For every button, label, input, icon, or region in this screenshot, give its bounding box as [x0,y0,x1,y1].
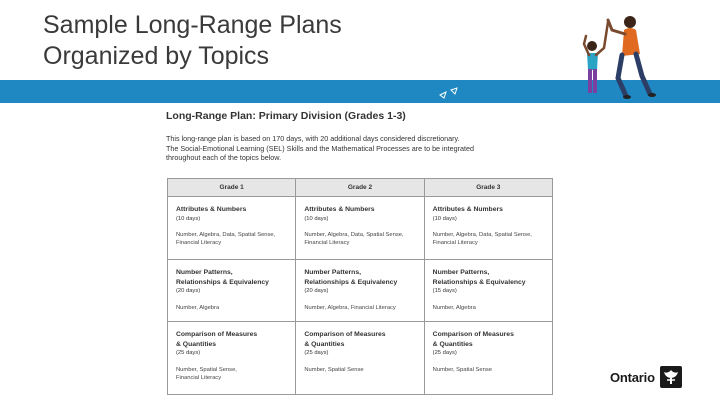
topic-name: Number Patterns, [432,269,490,276]
intro-line: This long-range plan is based on 170 days, with 20 additional days considered discretionary. [166,134,460,143]
topic-cell [168,197,296,260]
long-range-plan-table [167,178,553,395]
topic-name: Relationships & Equivalency [432,278,526,286]
table-row [168,197,553,260]
column-header-grade-2: Grade 2 [296,179,424,197]
topic-strands: Financial Literacy [432,240,478,247]
topic-strands: Number, Spatial Sense [432,366,492,373]
topic-cell [424,260,552,322]
brand-wordmark: Ontario [610,369,655,385]
document-page [166,110,556,163]
table-row [168,322,553,395]
topic-name: Attributes & Numbers [176,206,247,213]
ontario-trillium-logo [660,366,682,388]
topic-strands: Number, Algebra, Financial Literacy [304,304,396,311]
slide-title-line-1: Sample Long-Range Plans [43,11,342,39]
topic-cell [296,322,424,395]
ontario-brand [610,366,682,388]
topic-name: Relationships & Equivalency [304,278,398,286]
topic-strands: Financial Literacy [304,240,350,247]
topic-days: (20 days) [176,288,201,295]
topic-strands: Number, Algebra [432,304,476,311]
column-header-grade-3: Grade 3 [424,179,552,197]
topic-name: Comparison of Measures [304,331,386,338]
topic-days: (15 days) [432,288,457,295]
table-body [168,197,553,395]
topic-name: Relationships & Equivalency [176,278,269,286]
topic-days: (20 days) [304,288,329,295]
topic-strands: Number, Algebra, Data, Spatial Sense, [176,232,276,239]
slide-title-line-2: Organized by Topics [43,42,270,70]
high-five-illustration [570,8,660,100]
topic-days: (25 days) [432,350,457,357]
topic-strands: Number, Algebra [176,304,220,311]
topic-strands: Number, Spatial Sense [304,366,364,373]
topic-strands: Financial Literacy [176,374,222,381]
slide-title [43,10,342,72]
topic-days: (10 days) [304,215,329,222]
topic-days: (10 days) [176,215,201,222]
topic-strands: Number, Algebra, Data, Spatial Sense, [304,232,404,239]
topic-cell [168,322,296,395]
topic-days: (25 days) [304,350,329,357]
topic-cell [168,260,296,322]
topic-name: Comparison of Measures [176,331,258,338]
topic-strands: Number, Algebra, Data, Spatial Sense, [432,232,532,239]
topic-cell [424,197,552,260]
topic-name: & Quantities [304,340,345,348]
intro-line: throughout each of the topics below. [166,153,282,162]
table-header-row [168,179,553,197]
document-title: Long-Range Plan: Primary Division (Grades 1-3) [166,110,406,122]
topic-cell [424,322,552,395]
topic-name: Attributes & Numbers [304,206,375,213]
topic-name: & Quantities [432,340,473,348]
topic-cell [296,260,424,322]
topic-days: (25 days) [176,350,201,357]
intro-line: The Social-Emotional Learning (SEL) Skills and the Mathematical Processes are to be integrated [166,143,475,153]
topic-name: Number Patterns, [304,269,361,276]
topic-cell [296,197,424,260]
topic-name: & Quantities [176,340,217,348]
topic-days: (10 days) [432,215,457,222]
document-intro [166,134,516,163]
topic-name: Attributes & Numbers [432,206,503,213]
topic-name: Comparison of Measures [432,331,514,338]
topic-strands: Number, Spatial Sense, [176,366,237,373]
table-row [168,260,553,322]
topic-name: Number Patterns, [176,269,233,276]
topic-strands: Financial Literacy [176,240,222,247]
column-header-grade-1: Grade 1 [168,179,296,197]
arrow-decoration-icon [437,86,463,104]
